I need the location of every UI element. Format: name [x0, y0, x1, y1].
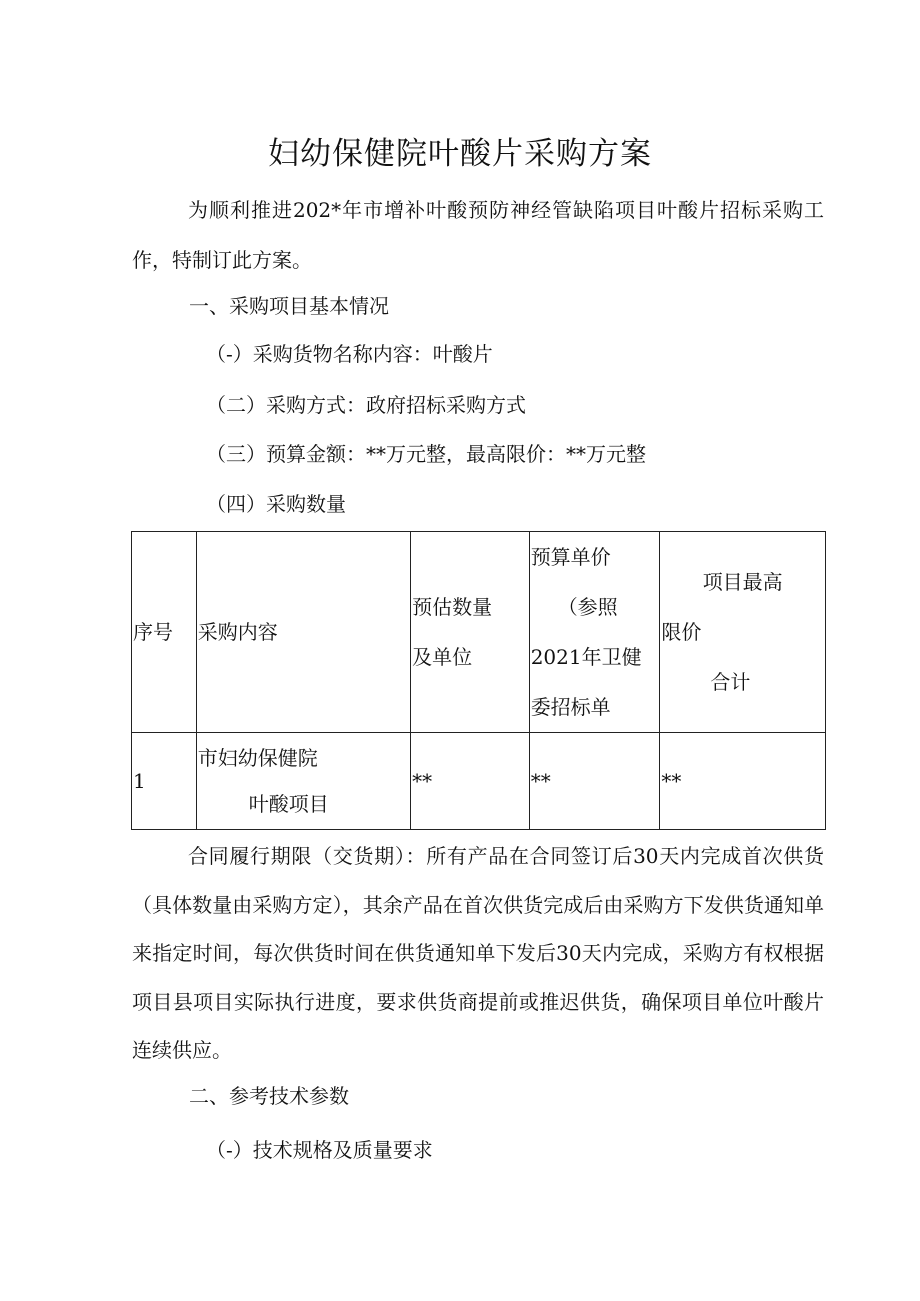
header-unit-price-line2: （参照 — [557, 595, 618, 619]
row-max-total-cell — [660, 733, 826, 830]
row-content-cell — [196, 733, 410, 830]
header-content — [196, 532, 410, 733]
row-index-cell — [132, 733, 197, 830]
section1-item2: （二）采购方式：政府招标采购方式 — [206, 393, 526, 417]
header-quantity-line2: 及单位 — [412, 645, 473, 669]
row-unit-price: ** — [530, 769, 551, 793]
procurement-quantity-table — [131, 531, 826, 830]
row-quantity-cell — [411, 733, 530, 830]
header-max-total-line3: 合计 — [710, 670, 751, 694]
row-max-total: ** — [661, 769, 682, 793]
header-unit-price — [529, 532, 660, 733]
section2-heading: 二、参考技术参数 — [189, 1084, 349, 1108]
intro-paragraph: 为顺利推进202*年市增补叶酸预防神经管缺陷项目叶酸片招标采购工作，特制订此方案。 — [132, 198, 824, 272]
section1-heading: 一、采购项目基本情况 — [189, 294, 389, 318]
row-index: 1 — [133, 769, 146, 793]
header-unit-price-line3: 2021年卫健 — [530, 645, 642, 669]
row-quantity: ** — [412, 769, 433, 793]
section1-item3: （三）预算金额：**万元整，最高限价：**万元整 — [206, 442, 646, 466]
header-unit-price-line4: 委招标单 — [530, 695, 611, 719]
table-header-row — [132, 532, 826, 733]
header-quantity-line1: 预估数量 — [412, 595, 493, 619]
section1-item1: （-）采购货物名称内容：叶酸片 — [206, 342, 493, 366]
row-content-line1: 市妇幼保健院 — [197, 746, 318, 770]
header-content-label: 采购内容 — [197, 620, 278, 644]
header-max-total — [660, 532, 826, 733]
header-quantity — [411, 532, 530, 733]
header-index-label: 序号 — [133, 620, 173, 644]
header-max-total-line1: 项目最高 — [702, 570, 783, 594]
row-unit-price-cell — [529, 733, 660, 830]
section1-item4: （四）采购数量 — [206, 492, 346, 516]
header-max-total-line2: 限价 — [661, 620, 702, 644]
section2-item1: （-）技术规格及质量要求 — [206, 1138, 433, 1162]
row-content-line2: 叶酸项目 — [248, 792, 329, 816]
document-title: 妇幼保健院叶酸片采购方案 — [268, 136, 652, 172]
header-index — [132, 532, 197, 733]
header-unit-price-line1: 预算单价 — [530, 545, 611, 569]
table-row — [132, 733, 826, 830]
contract-term-paragraph: 合同履行期限（交货期）：所有产品在合同签订后30天内完成首次供货（具体数量由采购方定），其余产品在首次供货完成后由采购方下发供货通知单来指定时间，每次供货时间在供货通知单下发后30天内完成，采购方有权根据项目县项目实际执行进度，要求供货商提前或推迟供货，确保项目单位叶酸片连续供应。 — [132, 844, 824, 1062]
